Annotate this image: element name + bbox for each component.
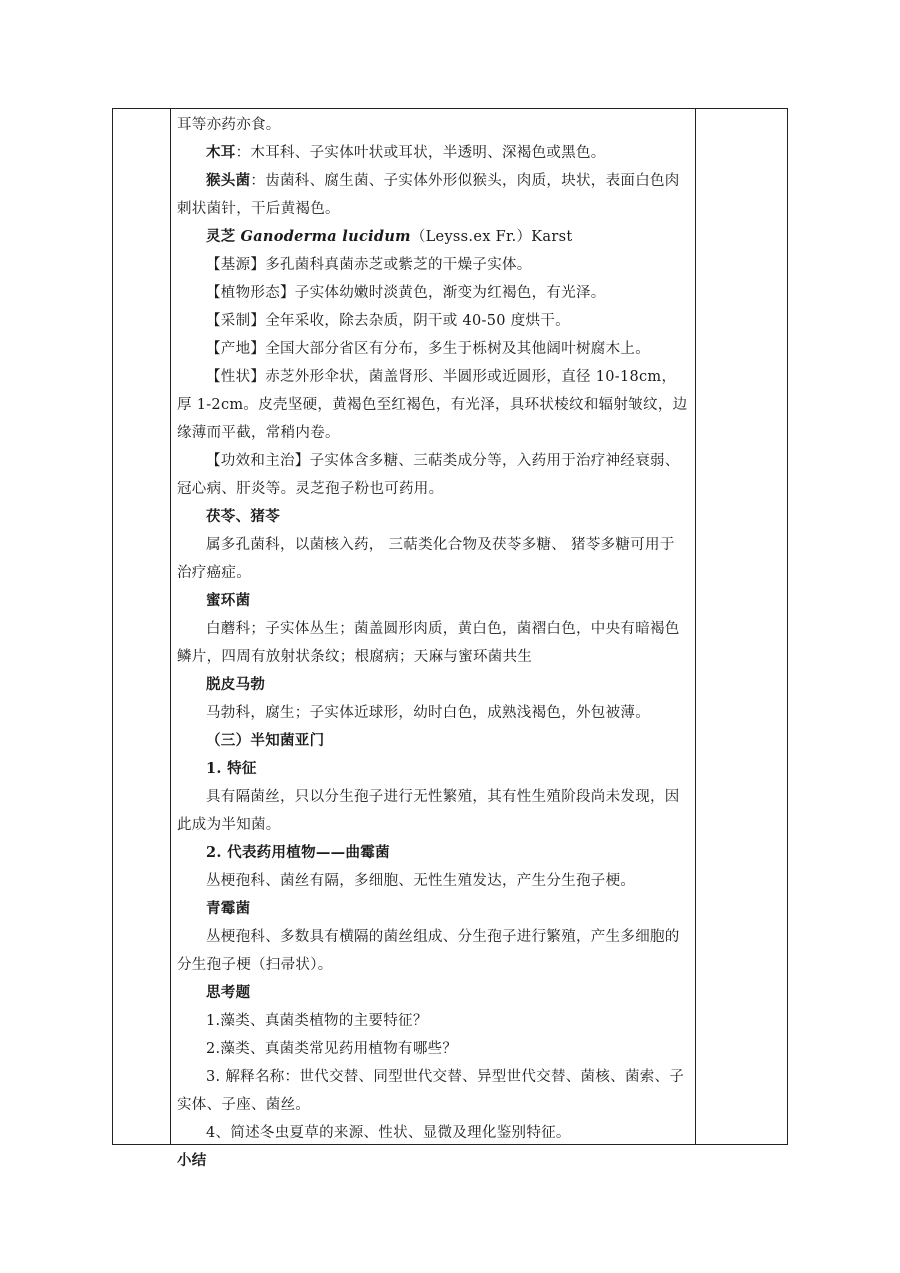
heading-muer: 木耳: [206, 144, 236, 161]
paragraph-chandi: 【产地】全国大部分省区有分布，多生于栎树及其他阔叶树腐木上。: [206, 341, 650, 357]
heading-houtou: 猴头菌: [206, 172, 251, 189]
text-houtou: ：齿菌科、腐生菌、子实体外形似猴头，肉质，块状，表面白色肉刺状菌针，干后黄褐色。: [177, 173, 680, 217]
paragraph-lingzhi-title: [177, 223, 689, 251]
paragraph-jiyuan: 【基源】多孔菌科真菌赤芝或紫芝的干燥子实体。: [206, 257, 532, 273]
heading-tuopi: 脱皮马勃: [206, 676, 266, 693]
question-4: 4、简述冬虫夏草的来源、性状、显微及理化鉴别特征。: [206, 1125, 571, 1141]
heading-sikao: 思考题: [206, 984, 251, 1001]
paragraph-tuopi: 马勃科，腐生；子实体近球形，幼时白色，成熟浅褐色，外包被薄。: [206, 705, 650, 721]
text-muer: ：木耳科、子实体叶状或耳状，半透明、深褐色或黑色。: [235, 145, 606, 161]
heading-banzhi: （三）半知菌亚门: [206, 732, 325, 749]
heading-lingzhi: 灵芝: [206, 228, 236, 245]
paragraph-xingtai: 【植物形态】子实体幼嫩时淡黄色，渐变为红褐色，有光泽。: [206, 285, 606, 301]
paragraph-xingzhuang: 【性状】赤芝外形伞状，菌盖肾形、半圆形或近圆形，直径 10-18cm，厚 1-2cm。皮壳坚硬，黄褐色至红褐色，有光泽，具环状棱纹和辐射皱纹，边缘薄而平截，常稍内卷。: [177, 369, 688, 441]
question-2: 2.藻类、真菌类常见药用植物有哪些？: [206, 1041, 458, 1057]
paragraph-qingmei: 丛梗孢科、多数具有横隔的菌丝组成、分生孢子进行繁殖，产生多细胞的分生孢子梗（扫帚状）。: [177, 929, 680, 973]
paragraph-houtou: [177, 167, 689, 223]
heading-fuling: 茯苓、猪苓: [206, 508, 280, 525]
author-name: （Leyss.ex Fr.）Karst: [410, 229, 573, 245]
question-1: 1.藻类、真菌类植物的主要特征？: [206, 1013, 428, 1029]
paragraph-muer: [177, 139, 689, 167]
paragraph-daibiao: 丛梗孢科、菌丝有隔，多细胞、无性生殖发达，产生分生孢子梗。: [206, 873, 636, 889]
text-line: 耳等亦药亦食。: [177, 117, 281, 133]
heading-qingmei: 青霉菌: [206, 900, 251, 917]
paragraph-caizhi: 【采制】全年采收，除去杂质，阴干或 40-50 度烘干。: [206, 313, 570, 329]
document-table: [112, 108, 788, 1169]
heading-daibiao: 2. 代表药用植物——曲霉菌: [206, 844, 390, 861]
heading-tezheng: 1. 特征: [206, 760, 257, 777]
paragraph-tezheng: 具有隔菌丝，只以分生孢子进行无性繁殖，其有性生殖阶段尚未发现，因此成为半知菌。: [177, 789, 680, 833]
column-divider-right: [695, 109, 696, 1144]
paragraph-fuling: 属多孔菌科，以菌核入药， 三萜类化合物及茯苓多糖、 猪苓多糖可用于治疗癌症。: [177, 537, 675, 581]
paragraph-mihuan: 白蘑科；子实体丛生；菌盖圆形肉质，黄白色，菌褶白色，中央有暗褐色鳞片，四周有放射状条纹；根腐病；天麻与蜜环菌共生: [177, 621, 680, 665]
heading-xiaojie: 小结: [177, 1152, 207, 1169]
main-content-cell: [171, 109, 695, 1175]
heading-mihuan: 蜜环菌: [206, 592, 251, 609]
paragraph-gongxiao: 【功效和主治】子实体含多糖、三萜类成分等，入药用于治疗神经衰弱、冠心病、肝炎等。灵芝孢子粉也可药用。: [177, 453, 680, 497]
latin-name: Ganoderma lucidum: [240, 228, 411, 245]
question-3: 3. 解释名称：世代交替、同型世代交替、异型世代交替、菌核、菌索、子实体、子座、菌丝。: [177, 1069, 685, 1113]
